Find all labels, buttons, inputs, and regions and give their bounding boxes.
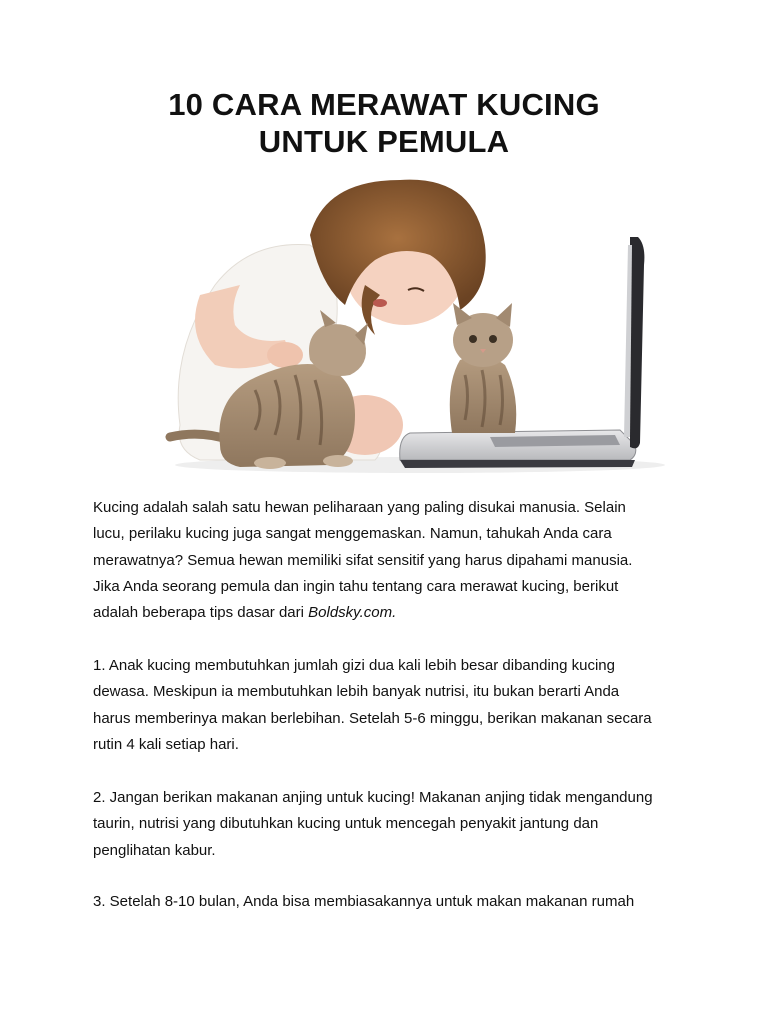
source-citation: Boldsky.com. [308,604,397,622]
intro-line-5 [93,600,683,626]
intro-line-1: Kucing adalah salah satu hewan peliharaan yang paling disukai manusia. Selain [93,499,626,516]
girl-kittens-laptop-photo [160,175,670,485]
intro-line-5-text: adalah beberapa tips dasar dari [93,604,309,622]
tip-2-paragraph [93,785,683,864]
tip-1-paragraph [93,653,683,758]
intro-line-4: Jika Anda seorang pemula dan ingin tahu tentang cara merawat kucing, berikut [93,577,619,595]
tip-1-line-3: harus memberinya makan berlebihan. Setelah 5-6 minggu, berikan makanan secara [93,709,652,727]
tip-1-line-2: dewasa. Meskipun ia membutuhkan lebih banyak nutrisi, itu bukan berarti Anda [93,683,620,701]
kitten-sitting [450,303,516,433]
intro-line-3: merawatnya? Semua hewan memiliki sifat sensitif yang harus dipahami manusia. [93,551,633,569]
tip-2-line-2: taurin, nutrisi yang dibutuhkan kucing untuk mencegah penyakit jantung dan [93,815,599,833]
tip-1-line-1: 1. Anak kucing membutuhkan jumlah gizi dua kali lebih besar dibanding kucing [93,657,615,674]
tip-1-line-4: rutin 4 kali setiap hari. [93,735,239,753]
intro-paragraph [93,495,683,626]
tip-2-line-3: penglihatan kabur. [93,841,216,859]
title-line-1: 10 CARA MERAWAT KUCING [168,87,600,122]
tip-3-paragraph [93,889,683,915]
title-line-2: UNTUK PEMULA [258,124,510,159]
page-title [0,86,768,160]
tip-3-line-1: 3. Setelah 8-10 bulan, Anda bisa membiasakannya untuk makan makanan rumah [93,893,635,910]
tip-2-line-1: 2. Jangan berikan makanan anjing untuk kucing! Makanan anjing tidak mengandung [93,789,653,806]
intro-line-2: lucu, perilaku kucing juga sangat menggemaskan. Namun, tahukah Anda cara [93,525,612,543]
